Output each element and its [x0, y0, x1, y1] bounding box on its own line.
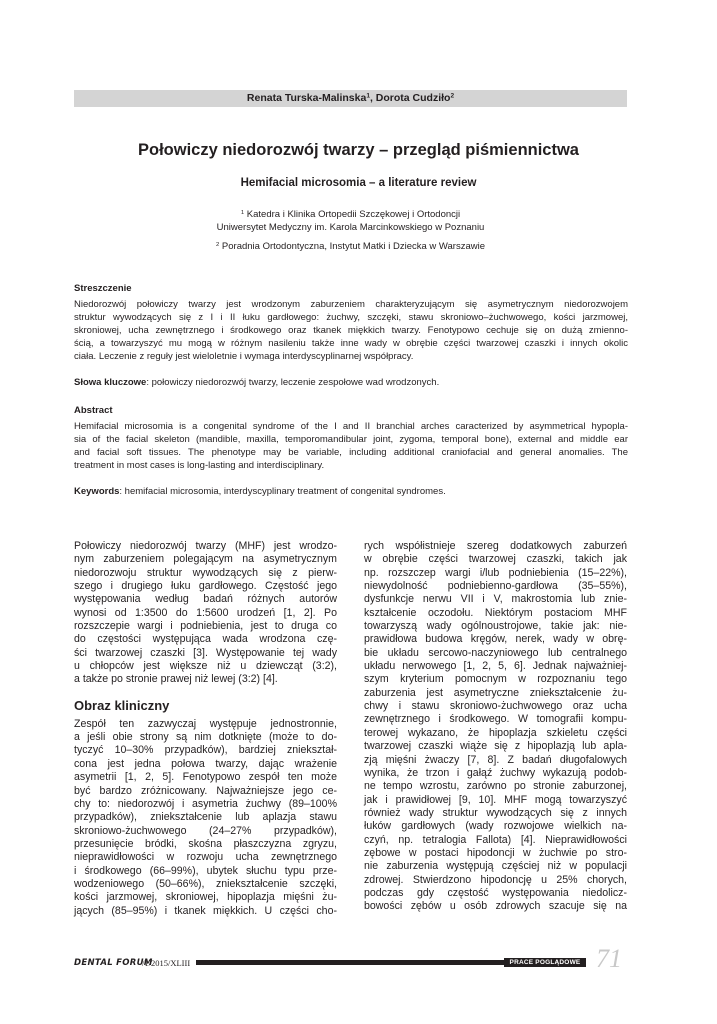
text-line: kształcenie oczodołu. Niektórym postaciom MHF — [364, 606, 627, 619]
text-line: nym zaburzeniem polegającym na asymetrycznym — [74, 553, 337, 566]
text-line: a także po stronie prawej niż lewej (3:2) [4]. — [74, 673, 278, 686]
text-line: cona jest jedna połowa twarzy, dając wrażenie — [74, 757, 337, 770]
text-line: bie układu sercowo-naczyniowego lub centralnego — [364, 646, 627, 659]
article-subtitle: Hemifacial microsomia – a literature review — [240, 177, 477, 189]
text-line: Zespół ten zazwyczaj występuje jednostronnie, — [74, 717, 337, 730]
text-line: terowej wykazano, że hipoplazja szkieletu części — [364, 726, 627, 739]
affiliation-2-line: $^2$ Poradnia Ortodontyczna, Instytut Matki i Dziecka w Warszawie — [215, 241, 486, 252]
authors-bar — [74, 90, 627, 107]
text-line: niewydolność podniebienno-gardłowa (35–55%), — [364, 580, 627, 593]
affiliation-1-line: Uniwersytet Medyczny im. Karola Marcinkowskiego w Poznaniu — [216, 222, 485, 233]
text-line: a jeśli obie strony są nim dotknięte (może to do- — [74, 731, 337, 744]
text-line: nieprawidłowości w rozwoju ucha zewnętrznego — [74, 851, 337, 864]
journal-logo: DENTAL FORUM — [74, 958, 153, 968]
text-line: podczas gdy częstość występowania niedolicz- — [364, 886, 627, 899]
text-line: szym kryterium pomocnym w rozpoznaniu tego — [364, 673, 627, 686]
text-line: rozszczepie wargi i podniebienia, jest to druga co — [74, 620, 337, 633]
abstract-line: ścią, a towarzyszyć mu mogą w różnym nasileniu także inne wady w obrębie części twarzowej czaszki i innych okolic — [74, 338, 628, 349]
text-line: u chłopców jest większe niż u dziewcząt (3:2), — [74, 660, 337, 673]
keywords-text: : hemifacial microsomia, interdyscyplinary treatment of congenital syndromes. — [119, 486, 446, 497]
slowa-kluczowe — [74, 376, 628, 389]
affiliation-mark: 1 — [240, 209, 245, 216]
streszczenie-heading: Streszczenie — [74, 283, 132, 294]
text-line: ne tempo wzrostu, zarówno po stronie zaburzonej, — [364, 780, 627, 793]
text-line: Połowiczy niedorozwój twarzy (MHF) jest wrodzo- — [74, 540, 337, 552]
abstract-line: skroniowej, ucha zewnętrznego i środkowego oraz tkanek miękkich twarzy. Fenotypowo cechuje się on dużą zmienno- — [74, 325, 628, 336]
text-line: łuków gardłowych (wady rozwojowe wielkich na- — [364, 820, 627, 833]
text-line: nie zaburzenia występują częściej niż w populacji — [364, 860, 627, 873]
text-line: układu nerwowego [1, 2, 5, 6]. Jednak najważniej- — [364, 660, 627, 673]
body-column-left — [74, 540, 337, 918]
text-line: zaburzenia jest asymetryczne zniekształcenie żu- — [364, 686, 627, 699]
affiliation-mark: 2 — [215, 241, 220, 248]
abstract-line: Niedorozwój połowiczy twarzy jest wrodzonym zaburzeniem charakteryzującym się asymetrycznym niedorozwojem — [74, 299, 628, 310]
text-line: tyczyć 10–30% przypadków), bardziej zniekształ- — [74, 744, 337, 757]
text-line: zdrowej. Stwierdzono hipodoncję u 25% chorych, — [364, 873, 627, 886]
abstract-line: sia of the facial skeleton (mandible, maxilla, temporomandibular joint, zygoma, temporal bone), external and middle ear — [74, 434, 628, 445]
text-line: czyń, np. tetralogia Fallota) [4]. Nieprawidłowości — [364, 833, 627, 846]
text-line: przesunięcie bródki, skośna płaszczyzna zgryzu, — [74, 837, 337, 850]
page-number: 71 — [596, 944, 622, 973]
section-heading-obraz-kliniczny: Obraz kliniczny — [74, 697, 170, 713]
text-line: i środkowego (66–99%), ubytek słuchu typu prze- — [74, 864, 337, 877]
text-line: wynosi od 1:3500 do 1:5600 urodzeń [1, 2]. Po — [74, 606, 337, 619]
keywords-label: Keywords — [74, 486, 120, 497]
text-line: towarzyszą wady ogólnoustrojowe, takie jak: nie- — [364, 620, 627, 633]
abstract-line: ciała. Leczenie z reguły jest wieloletnie i wymaga interdyscyplinarnej współpracy. — [74, 351, 414, 362]
text-line: zewnętrznego i środkowego. W tomografii kompu- — [364, 713, 627, 726]
body-column-right — [364, 540, 627, 914]
text-line: również wady struktur wywodzących się z innych — [364, 806, 627, 819]
abstract-heading: Abstract — [74, 405, 113, 416]
author-mark: 2 — [450, 92, 455, 100]
abstract-line: and facial soft tissues. The phenotype may be variable, including additional craniofacial and general anomalies. The — [74, 447, 628, 458]
author-mark: 1 — [366, 92, 370, 100]
text-line: występowania według badań różnych autorów — [74, 593, 337, 606]
text-line: jących (85–95%) i tkanek miękkich. U części cho- — [74, 904, 337, 917]
text-line: rych współistnieje szereg dodatkowych zaburzeń — [364, 540, 627, 552]
text-line: ści twarzowej czaszki [3]. Występowanie tej wady — [74, 646, 337, 659]
text-line: do częstości występująca wada wrodzona czę- — [74, 633, 337, 646]
affiliations — [74, 208, 627, 253]
text-line: być bardzo zróżnicowany. Najważniejsze jego ce- — [74, 784, 337, 797]
abstract-line: struktur wywodzących się z I i II łuku gardłowego: żuchwy, szczęki, stawu skroniowo–żuchwowego, kości jarzmowej, — [74, 312, 628, 323]
text-line: szego i drugiego łuku gardłowego. Częstość jego — [74, 580, 337, 593]
author-name: Dorota Cudziło — [375, 92, 451, 104]
text-line: zębowe w postaci hipodoncji w żuchwie po stro- — [364, 846, 627, 859]
text-line: kości jarzmowej, skroniowej, hipoplazja mięśni żu- — [74, 891, 337, 904]
author-name: Renata Turska-Malinska — [246, 92, 367, 104]
keywords-label: Słowa kluczowe — [74, 377, 147, 388]
text-line: niedorozwoju struktur wywodzących się z pierw- — [74, 566, 337, 579]
abstract-line: treatment in most cases is long-lasting and interdisciplinary. — [74, 460, 325, 471]
text-line: asymetrii [1, 2, 5]. Fenotypowo zespół ten może — [74, 771, 337, 784]
abstract-line: Hemifacial microsomia is a congenital syndrome of the I and II branchial arches caracterized by asymmetrical hypopla- — [74, 421, 628, 432]
text-line: w obrębie części twarzowej czaszki, takich jak — [364, 553, 627, 566]
clinical-paragraph — [74, 718, 337, 918]
clinical-paragraph-continued — [364, 540, 627, 914]
text-line: twarzowej czaszki wiąże się z hipoplazją lub apla- — [364, 740, 627, 753]
text-line: dysfunkcje nerwu VII i V, makrostomia lub znie- — [364, 593, 627, 606]
article-title: Połowiczy niedorozwój twarzy – przegląd piśmiennictwa — [137, 141, 579, 159]
text-line: prawidłowa budowa kręgów, nerek, wady w obrę- — [364, 633, 627, 646]
text-line: przypadków), zniekształcenie lub aplazja stawu — [74, 811, 337, 824]
intro-paragraph — [74, 540, 337, 687]
author-separator: , — [369, 92, 376, 104]
section-label: PRACE POGLĄDOWE — [504, 958, 586, 967]
journal-issue: /1/2015/XLIII — [142, 958, 191, 968]
abstract-body — [74, 420, 628, 472]
text-line: wynika, że trzon i gałąź żuchwy wykazują podob- — [364, 766, 627, 779]
text-line: skroniowo-żuchwowego (24–27% przypadków), — [74, 824, 337, 837]
text-line: bowości zębów u osób zdrowych szacuje się na — [364, 900, 627, 913]
text-line: chy to: niedorozwój i asymetria żuchwy (89–100% — [74, 797, 337, 810]
streszczenie-body — [74, 298, 628, 363]
text-line: wodzeniowego (50–66%), zniekształcenie szczęki, — [74, 877, 337, 890]
text-line: jak i prawidłowej [9, 10]. MHF mogą towarzyszyć — [364, 793, 627, 806]
keywords-text: : połowiczy niedorozwój twarzy, leczenie zespołowe wad wrodzonych. — [146, 377, 440, 388]
keywords — [74, 485, 628, 498]
text-line: chwy i stawu skroniowo-żuchwowego oraz ucha — [364, 700, 627, 713]
text-line: np. rozszczep wargi i/lub podniebienia (15–22%), — [364, 566, 627, 579]
affiliation-1-line: $^1$ Katedra i Klinika Ortopedii Szczękowej i Ortodoncji — [240, 209, 461, 220]
text-line: zją mięśni żwaczy [7, 8]. Z badań długofalowych — [364, 753, 627, 766]
